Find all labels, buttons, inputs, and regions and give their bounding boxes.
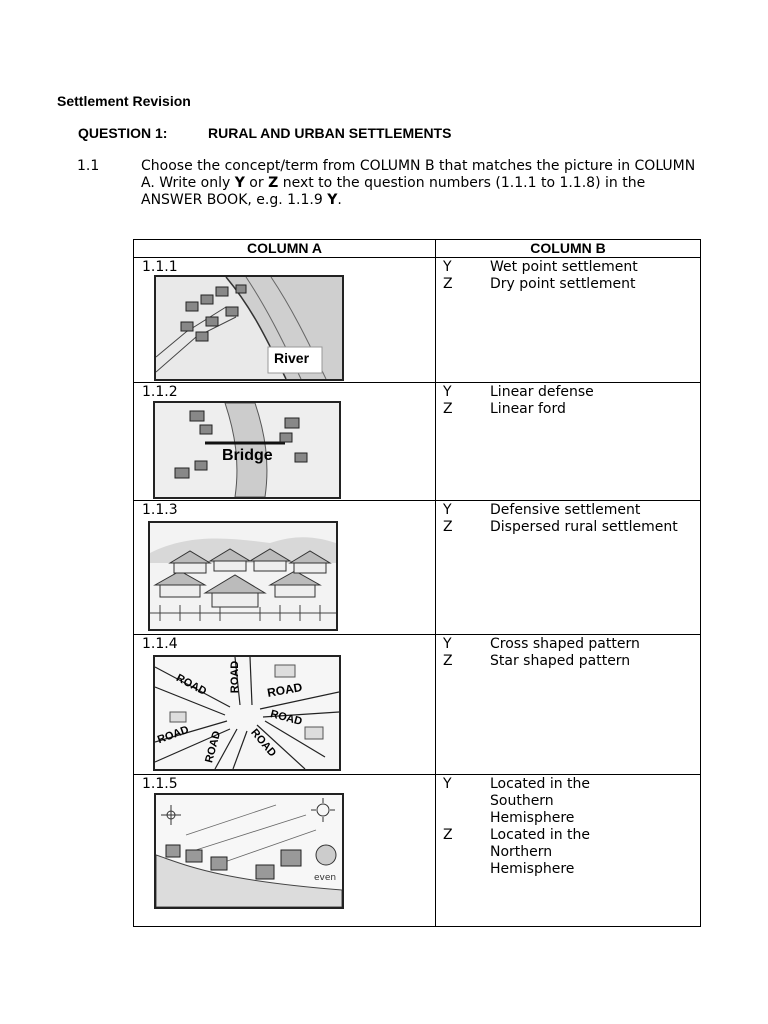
question-item-number: 1.1.4 <box>142 636 178 652</box>
road-label: ROAD <box>229 660 242 694</box>
option-text: Dispersed rural settlement <box>490 519 678 535</box>
option-letter: Z <box>443 276 453 292</box>
village-huts-picture <box>148 521 338 631</box>
option-letter: Y <box>443 636 452 652</box>
question-number: QUESTION 1: <box>78 125 168 141</box>
option-y <box>436 636 700 653</box>
question-heading <box>78 125 452 141</box>
matching-table <box>133 239 701 927</box>
option-letter: Z <box>443 519 453 535</box>
question-item-number: 1.1.5 <box>142 776 178 792</box>
instruction-line-2 <box>141 175 701 209</box>
option-letter: Z <box>443 653 453 669</box>
hillside-houses-picture <box>154 793 344 909</box>
road-label: ROAD <box>174 672 209 698</box>
column-a-header: COLUMN A <box>134 240 436 258</box>
option-z <box>436 653 700 670</box>
option-text: Cross shaped pattern <box>490 636 640 652</box>
option-text: Wet point settlement <box>490 259 638 275</box>
answer-options <box>436 383 700 418</box>
road-label: ROAD <box>266 680 304 700</box>
instruction-line-1: Choose the concept/term from COLUMN B that matches the picture in COLUMN <box>141 158 696 174</box>
road-junction-picture <box>153 655 341 771</box>
column-a-cell <box>134 383 436 501</box>
instruction-part: A. Write only <box>141 175 235 191</box>
column-b-cell <box>436 775 701 927</box>
option-letter: Z <box>443 827 453 843</box>
road-label: ROAD <box>248 726 279 760</box>
answer-options <box>436 775 700 878</box>
instruction-z: Z <box>268 175 279 191</box>
document-title: Settlement Revision <box>57 93 191 109</box>
question-item-number: 1.1.2 <box>142 384 178 400</box>
instruction-y: Y <box>234 175 245 191</box>
option-z <box>436 519 700 536</box>
answer-options <box>436 501 700 536</box>
instruction-part: or <box>244 175 269 191</box>
column-a-cell <box>134 258 436 383</box>
instruction-part: . <box>337 192 342 208</box>
option-letter: Y <box>443 259 452 275</box>
option-text: Star shaped pattern <box>490 653 631 669</box>
question-item-number: 1.1.1 <box>142 259 178 275</box>
option-z <box>436 827 700 878</box>
option-y <box>436 259 700 276</box>
option-text: Dry point settlement <box>490 276 636 292</box>
river-label: River <box>274 350 310 366</box>
table-row <box>134 258 701 383</box>
table-header-row <box>134 240 701 258</box>
bridge-label: Bridge <box>222 447 273 464</box>
option-text: Defensive settlement <box>490 502 641 518</box>
column-b-cell <box>436 635 701 775</box>
option-text: Linear ford <box>490 401 566 417</box>
question-item-number: 1.1.3 <box>142 502 178 518</box>
answer-options <box>436 258 700 293</box>
option-y <box>436 776 700 827</box>
river-settlement-picture <box>154 275 344 381</box>
option-text: Linear defense <box>490 384 594 400</box>
option-text: Located in the Northern Hemisphere <box>490 827 591 877</box>
question-title: RURAL AND URBAN SETTLEMENTS <box>208 125 452 141</box>
column-a-cell <box>134 775 436 927</box>
option-text: Located in the Southern Hemisphere <box>490 776 591 826</box>
column-a-cell <box>134 501 436 635</box>
instruction-text <box>141 158 701 209</box>
option-letter: Y <box>443 776 452 792</box>
road-label: ROAD <box>268 708 304 728</box>
bridge-settlement-picture <box>153 401 341 499</box>
table-row <box>134 383 701 501</box>
instruction-part: next to the question numbers (1.1.1 to 1.1.8) in the ANSWER BOOK, e.g. 1.1.9 <box>141 175 646 208</box>
column-b-cell <box>436 501 701 635</box>
picture-caption: even <box>314 873 337 883</box>
instruction-example-y: Y <box>327 192 338 208</box>
option-y <box>436 384 700 401</box>
road-label: ROAD <box>203 729 224 765</box>
instruction-number: 1.1 <box>77 158 100 174</box>
option-y <box>436 502 700 519</box>
column-a-cell <box>134 635 436 775</box>
answer-options <box>436 635 700 670</box>
table-row <box>134 775 701 927</box>
option-letter: Y <box>443 502 452 518</box>
table-row <box>134 635 701 775</box>
option-z <box>436 401 700 418</box>
road-label: ROAD <box>155 723 191 747</box>
option-letter: Z <box>443 401 453 417</box>
option-z <box>436 276 700 293</box>
table-row <box>134 501 701 635</box>
column-b-cell <box>436 258 701 383</box>
option-letter: Y <box>443 384 452 400</box>
column-b-header: COLUMN B <box>436 240 701 258</box>
column-b-cell <box>436 383 701 501</box>
